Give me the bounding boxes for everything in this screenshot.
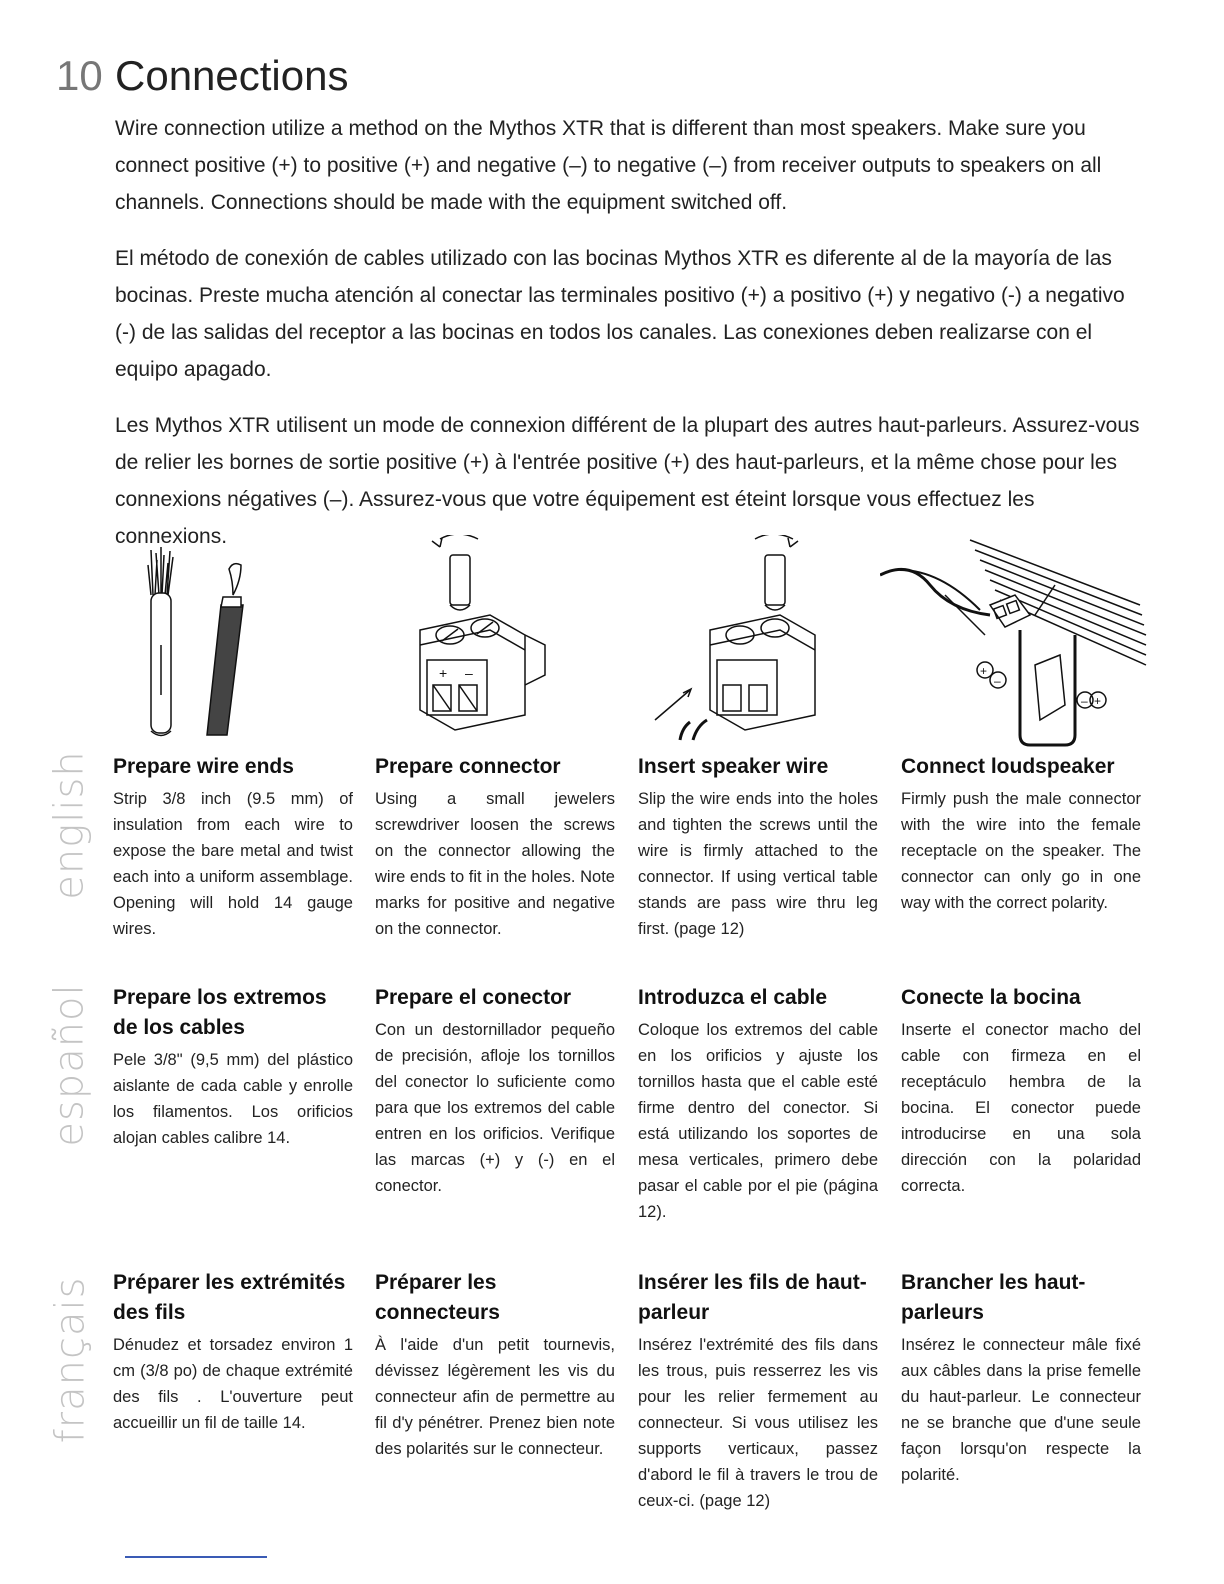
section-body: Strip 3/8 inch (9.5 mm) of insulation from each wire to expose the bare metal and twist each into a uniform assemblage. Opening will hold 14 gauge wires. bbox=[113, 790, 353, 938]
wire-insert-icon bbox=[645, 535, 895, 750]
page-number: 10 bbox=[56, 52, 103, 99]
section-spanish-insert-wire bbox=[638, 983, 878, 1225]
svg-text:+: + bbox=[980, 664, 988, 678]
section-body: Con un destornillador pequeño de precisión, afloje los tornillos del conector lo suficiente como para que los extremos del cable entren en los orificios. Verifique las marcas (+) y (-) en el conector. bbox=[375, 1021, 615, 1195]
section-title: Introduzca el cable bbox=[638, 986, 828, 1009]
language-tab-spanish: español bbox=[47, 983, 94, 1147]
speaker-connection-icon bbox=[880, 535, 1150, 750]
section-body: Insérez l'extrémité des fils dans les trous, puis resserrez les vis pour les relier fermement au connecteur. Si vous utilisez les supports verticaux, passez d'abord le fil à travers le trou de ceux-ci. (page 12) bbox=[638, 1336, 878, 1510]
section-english-connector bbox=[375, 752, 615, 942]
section-title: Prepare connector bbox=[375, 755, 561, 778]
language-tab-french: français bbox=[47, 1276, 94, 1444]
section-title: Insert speaker wire bbox=[638, 755, 829, 778]
section-french-wire-ends bbox=[113, 1268, 353, 1436]
section-body: Firmly push the male connector with the wire into the female receptacle on the speaker. The connector can only go in one way with the correct polarity. bbox=[901, 790, 1141, 912]
intro-french: Les Mythos XTR utilisent un mode de connexion différent de la plupart des autres haut-parleurs. Assurez-vous de relier les bornes de sortie positive (+) à l'entrée positive (+) des haut-parleurs, et la même chose pour les connexions négatives (–). Assurez-vous que votre équipement est éteint lorsque vous effectuez les connexions. bbox=[115, 414, 1140, 548]
section-title: Prepare los extremos de los cables bbox=[113, 986, 327, 1039]
section-body: Insérez le connecteur mâle fixé aux câbles dans la prise femelle du haut-parleur. Le connecteur ne se branche que d'une seule façon lorsqu'on respecte la polarité. bbox=[901, 1336, 1141, 1484]
language-tab-english: english bbox=[47, 750, 94, 900]
svg-text:–: – bbox=[1081, 694, 1088, 708]
section-body: Coloque los extremos del cable en los orificios y ajuste los tornillos hasta que el cable esté firme dentro del conector. Si está utilizando los soportes de mesa verticales, primero debe pasar el cable por el pie (página 12). bbox=[638, 1021, 878, 1221]
section-french-insert-wire bbox=[638, 1268, 878, 1514]
section-title: Prepare el conector bbox=[375, 986, 572, 1009]
section-french-loudspeaker bbox=[901, 1268, 1141, 1488]
section-title: Conecte la bocina bbox=[901, 986, 1081, 1009]
svg-text:+: + bbox=[1094, 694, 1102, 708]
stripped-wire-icon bbox=[115, 535, 365, 750]
section-spanish-connector bbox=[375, 983, 615, 1199]
section-body: Using a small jewelers screwdriver loosen the screws on the connector allowing the wire ends to fit in the holes. Note marks for positive and negative on the connector. bbox=[375, 790, 615, 938]
section-spanish-loudspeaker bbox=[901, 983, 1141, 1199]
section-title: Préparer les connecteurs bbox=[375, 1271, 500, 1324]
section-title: Préparer les extrémités des fils bbox=[113, 1271, 346, 1324]
section-english-insert-wire bbox=[638, 752, 878, 942]
section-body: Slip the wire ends into the holes and tighten the screws until the wire is firmly attached to the connector. If using vertical table stands are pass wire thru leg first. (page 12) bbox=[638, 790, 878, 938]
page-title: Connections bbox=[115, 52, 349, 99]
section-english-loudspeaker bbox=[901, 752, 1141, 916]
svg-text:–: – bbox=[465, 665, 473, 681]
section-english-wire-ends bbox=[113, 752, 353, 942]
section-title: Brancher les haut-parleurs bbox=[901, 1271, 1086, 1324]
section-body: Dénudez et torsadez environ 1 cm (3/8 po) de chaque extrémité des fils . L'ouverture peut accueillir un fil de taille 14. bbox=[113, 1336, 353, 1432]
svg-text:–: – bbox=[994, 674, 1001, 688]
footer-divider bbox=[125, 1556, 267, 1558]
section-body: Inserte el conector macho del cable con firmeza en el receptáculo hembra de la bocina. El conector puede introducirse en una sola dirección con la polaridad correcta. bbox=[901, 1021, 1141, 1195]
svg-text:+: + bbox=[439, 665, 448, 681]
section-french-connector bbox=[375, 1268, 615, 1462]
intro-english: Wire connection utilize a method on the Mythos XTR that is different than most speakers. Make sure you connect positive (+) to positive (+) and negative (–) to negative (–) from receiver outputs to speakers on all channels. Connections should be made with the equipment switched off. bbox=[115, 117, 1102, 214]
terminal-connector-icon bbox=[395, 535, 645, 750]
section-title: Prepare wire ends bbox=[113, 755, 294, 778]
section-title: Connect loudspeaker bbox=[901, 755, 1115, 778]
section-body: À l'aide d'un petit tournevis, dévissez légèrement les vis du connecteur afin de permettre au fil d'y pénétrer. Prenez bien note des polarités sur le connecteur. bbox=[375, 1336, 615, 1458]
section-spanish-wire-ends bbox=[113, 983, 353, 1151]
section-title: Insérer les fils de haut-parleur bbox=[638, 1271, 867, 1324]
intro-spanish: El método de conexión de cables utilizado con las bocinas Mythos XTR es diferente al de la mayoría de las bocinas. Preste mucha atención al conectar las terminales positivo (+) a positivo (+) y negativo (-) a negativo (-) de las salidas del receptor a las bocinas en todos los canales. Las conexiones deben realizarse con el equipo apagado. bbox=[115, 247, 1125, 381]
section-body: Pele 3/8" (9,5 mm) del plástico aislante de cada cable y enrolle los filamentos. Los orificios alojan cables calibre 14. bbox=[113, 1051, 353, 1147]
